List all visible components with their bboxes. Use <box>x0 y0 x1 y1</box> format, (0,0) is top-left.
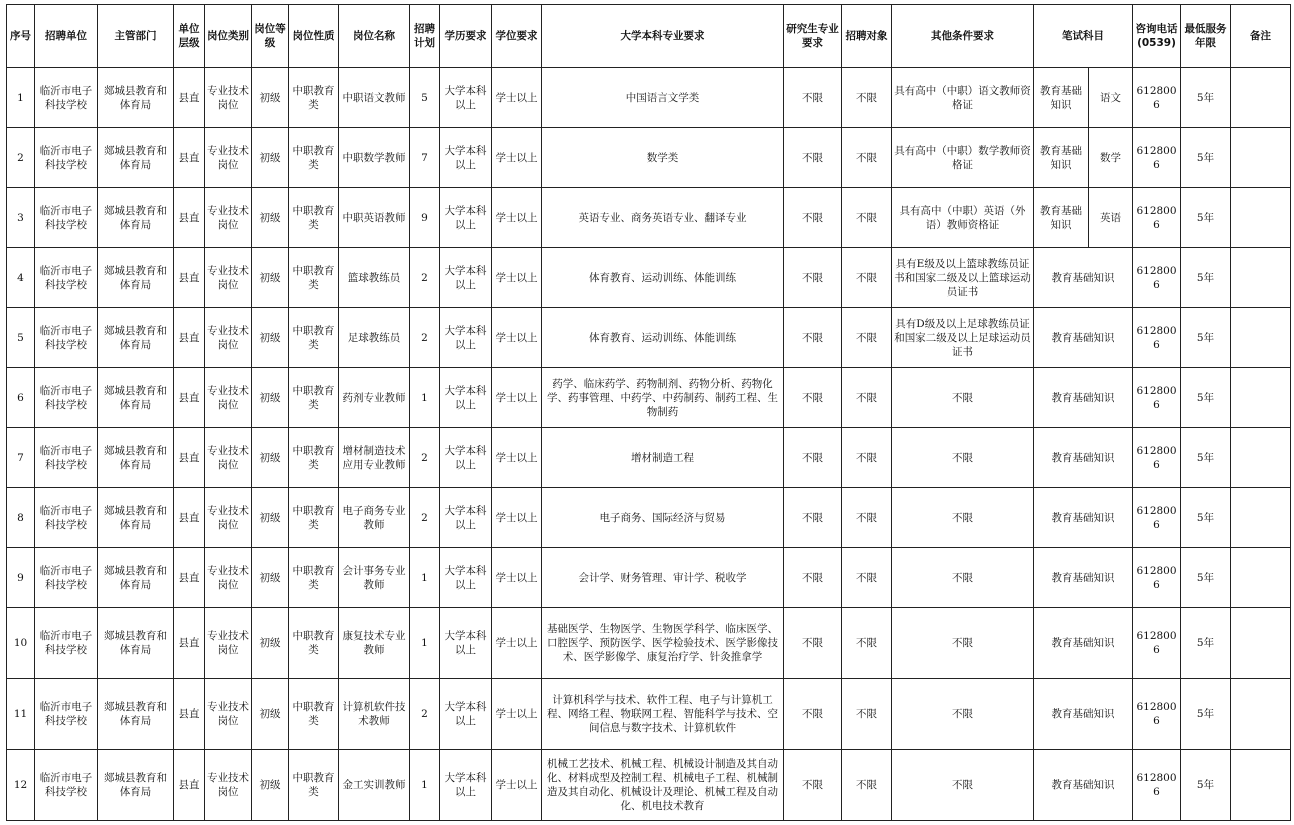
cell-grade: 初级 <box>252 488 289 548</box>
cell-education: 大学本科以上 <box>440 548 492 608</box>
cell-post-name: 计算机软件技术教师 <box>339 679 410 750</box>
cell-dept: 郯城县教育和体育局 <box>98 368 174 428</box>
cell-degree: 学士以上 <box>492 488 542 548</box>
cell-remarks <box>1231 608 1291 679</box>
cell-target: 不限 <box>842 368 892 428</box>
cell-unit: 临沂市电子科技学校 <box>35 750 98 821</box>
cell-category: 专业技术岗位 <box>205 679 252 750</box>
cell-seq: 9 <box>7 548 35 608</box>
cell-dept: 郯城县教育和体育局 <box>98 308 174 368</box>
cell-degree: 学士以上 <box>492 368 542 428</box>
cell-category: 专业技术岗位 <box>205 548 252 608</box>
cell-exam: 教育基础知识 <box>1034 750 1133 821</box>
cell-degree: 学士以上 <box>492 128 542 188</box>
cell-degree: 学士以上 <box>492 428 542 488</box>
cell-nature: 中职教育类 <box>289 679 339 750</box>
cell-target: 不限 <box>842 750 892 821</box>
cell-dept: 郯城县教育和体育局 <box>98 548 174 608</box>
cell-grade: 初级 <box>252 428 289 488</box>
cell-other: 不限 <box>892 679 1034 750</box>
cell-grad-major: 不限 <box>784 128 842 188</box>
cell-grad-major: 不限 <box>784 548 842 608</box>
cell-plan: 1 <box>410 750 440 821</box>
cell-phone: 6128006 <box>1133 128 1181 188</box>
cell-category: 专业技术岗位 <box>205 308 252 368</box>
cell-min-years: 5年 <box>1181 548 1231 608</box>
cell-phone: 6128006 <box>1133 188 1181 248</box>
cell-phone: 6128006 <box>1133 488 1181 548</box>
header-row <box>7 5 1291 68</box>
cell-other: 具有D级及以上足球教练员证和国家二级及以上足球运动员证书 <box>892 308 1034 368</box>
cell-plan: 2 <box>410 428 440 488</box>
cell-education: 大学本科以上 <box>440 308 492 368</box>
cell-post-name: 电子商务专业教师 <box>339 488 410 548</box>
table-row <box>7 608 1291 679</box>
table-row <box>7 248 1291 308</box>
cell-other: 不限 <box>892 548 1034 608</box>
cell-dept: 郯城县教育和体育局 <box>98 750 174 821</box>
cell-level: 县直 <box>174 248 205 308</box>
header-unit: 招聘单位 <box>35 5 98 68</box>
cell-unit: 临沂市电子科技学校 <box>35 679 98 750</box>
cell-undergrad-major: 体育教育、运动训练、体能训练 <box>542 248 784 308</box>
cell-target: 不限 <box>842 548 892 608</box>
cell-other: 不限 <box>892 368 1034 428</box>
cell-min-years: 5年 <box>1181 428 1231 488</box>
header-post-name: 岗位名称 <box>339 5 410 68</box>
cell-degree: 学士以上 <box>492 750 542 821</box>
cell-phone: 6128006 <box>1133 750 1181 821</box>
cell-exam: 教育基础知识 <box>1034 248 1133 308</box>
cell-grad-major: 不限 <box>784 248 842 308</box>
table-row <box>7 188 1291 248</box>
cell-min-years: 5年 <box>1181 608 1231 679</box>
cell-degree: 学士以上 <box>492 608 542 679</box>
cell-category: 专业技术岗位 <box>205 488 252 548</box>
cell-plan: 2 <box>410 488 440 548</box>
cell-undergrad-major: 英语专业、商务英语专业、翻译专业 <box>542 188 784 248</box>
cell-nature: 中职教育类 <box>289 750 339 821</box>
cell-degree: 学士以上 <box>492 68 542 128</box>
cell-level: 县直 <box>174 188 205 248</box>
cell-remarks <box>1231 308 1291 368</box>
cell-target: 不限 <box>842 308 892 368</box>
cell-seq: 5 <box>7 308 35 368</box>
cell-education: 大学本科以上 <box>440 608 492 679</box>
cell-category: 专业技术岗位 <box>205 68 252 128</box>
cell-undergrad-major: 药学、临床药学、药物制剂、药物分析、药物化学、药事管理、中药学、中药制药、制药工程、生物制药 <box>542 368 784 428</box>
header-post-category: 岗位类别 <box>205 5 252 68</box>
cell-degree: 学士以上 <box>492 679 542 750</box>
cell-dept: 郯城县教育和体育局 <box>98 608 174 679</box>
cell-nature: 中职教育类 <box>289 548 339 608</box>
cell-post-name: 中职数学教师 <box>339 128 410 188</box>
cell-level: 县直 <box>174 68 205 128</box>
cell-grad-major: 不限 <box>784 750 842 821</box>
cell-education: 大学本科以上 <box>440 128 492 188</box>
cell-education: 大学本科以上 <box>440 368 492 428</box>
cell-min-years: 5年 <box>1181 679 1231 750</box>
cell-min-years: 5年 <box>1181 68 1231 128</box>
cell-nature: 中职教育类 <box>289 488 339 548</box>
cell-plan: 5 <box>410 68 440 128</box>
cell-dept: 郯城县教育和体育局 <box>98 248 174 308</box>
cell-min-years: 5年 <box>1181 308 1231 368</box>
cell-target: 不限 <box>842 188 892 248</box>
cell-phone: 6128006 <box>1133 428 1181 488</box>
cell-target: 不限 <box>842 68 892 128</box>
recruitment-table <box>6 4 1291 821</box>
cell-category: 专业技术岗位 <box>205 188 252 248</box>
cell-seq: 2 <box>7 128 35 188</box>
cell-level: 县直 <box>174 548 205 608</box>
cell-post-name: 中职英语教师 <box>339 188 410 248</box>
cell-exam-base: 教育基础知识 <box>1034 188 1089 248</box>
cell-phone: 6128006 <box>1133 248 1181 308</box>
cell-dept: 郯城县教育和体育局 <box>98 428 174 488</box>
cell-degree: 学士以上 <box>492 308 542 368</box>
cell-level: 县直 <box>174 308 205 368</box>
cell-remarks <box>1231 368 1291 428</box>
cell-phone: 6128006 <box>1133 368 1181 428</box>
cell-other: 不限 <box>892 488 1034 548</box>
cell-remarks <box>1231 488 1291 548</box>
cell-level: 县直 <box>174 750 205 821</box>
cell-undergrad-major: 数学类 <box>542 128 784 188</box>
cell-other: 具有高中（中职）英语（外语）教师资格证 <box>892 188 1034 248</box>
cell-plan: 9 <box>410 188 440 248</box>
table-row <box>7 428 1291 488</box>
cell-category: 专业技术岗位 <box>205 750 252 821</box>
cell-seq: 11 <box>7 679 35 750</box>
cell-exam: 教育基础知识 <box>1034 679 1133 750</box>
cell-phone: 6128006 <box>1133 679 1181 750</box>
table-row <box>7 368 1291 428</box>
cell-category: 专业技术岗位 <box>205 128 252 188</box>
cell-undergrad-major: 体育教育、运动训练、体能训练 <box>542 308 784 368</box>
cell-grade: 初级 <box>252 308 289 368</box>
cell-dept: 郯城县教育和体育局 <box>98 68 174 128</box>
cell-remarks <box>1231 68 1291 128</box>
cell-education: 大学本科以上 <box>440 750 492 821</box>
header-degree: 学位要求 <box>492 5 542 68</box>
cell-education: 大学本科以上 <box>440 488 492 548</box>
cell-post-name: 康复技术专业教师 <box>339 608 410 679</box>
cell-other: 具有E级及以上篮球教练员证书和国家二级及以上篮球运动员证书 <box>892 248 1034 308</box>
header-exam: 笔试科目 <box>1034 5 1133 68</box>
cell-exam-base: 教育基础知识 <box>1034 128 1089 188</box>
cell-grad-major: 不限 <box>784 368 842 428</box>
cell-seq: 10 <box>7 608 35 679</box>
cell-level: 县直 <box>174 488 205 548</box>
cell-dept: 郯城县教育和体育局 <box>98 679 174 750</box>
cell-min-years: 5年 <box>1181 128 1231 188</box>
header-target: 招聘对象 <box>842 5 892 68</box>
cell-phone: 6128006 <box>1133 308 1181 368</box>
table-row <box>7 750 1291 821</box>
cell-exam: 教育基础知识 <box>1034 488 1133 548</box>
header-undergrad-major: 大学本科专业要求 <box>542 5 784 68</box>
cell-target: 不限 <box>842 679 892 750</box>
cell-exam: 教育基础知识 <box>1034 368 1133 428</box>
cell-unit: 临沂市电子科技学校 <box>35 188 98 248</box>
cell-category: 专业技术岗位 <box>205 368 252 428</box>
cell-degree: 学士以上 <box>492 548 542 608</box>
cell-plan: 2 <box>410 308 440 368</box>
cell-post-name: 金工实训教师 <box>339 750 410 821</box>
cell-level: 县直 <box>174 428 205 488</box>
cell-remarks <box>1231 428 1291 488</box>
cell-dept: 郯城县教育和体育局 <box>98 488 174 548</box>
cell-seq: 3 <box>7 188 35 248</box>
cell-dept: 郯城县教育和体育局 <box>98 128 174 188</box>
cell-undergrad-major: 机械工艺技术、机械工程、机械设计制造及其自动化、材料成型及控制工程、机械电子工程、机械制造及其自动化、机械设计及理论、机械工程及自动化、机电技术教育 <box>542 750 784 821</box>
cell-post-name: 足球教练员 <box>339 308 410 368</box>
cell-plan: 1 <box>410 608 440 679</box>
header-post-nature: 岗位性质 <box>289 5 339 68</box>
cell-phone: 6128006 <box>1133 608 1181 679</box>
cell-min-years: 5年 <box>1181 188 1231 248</box>
header-phone: 咨询电话(0539) <box>1133 5 1181 68</box>
header-seq: 序号 <box>7 5 35 68</box>
cell-unit: 临沂市电子科技学校 <box>35 548 98 608</box>
cell-education: 大学本科以上 <box>440 188 492 248</box>
cell-education: 大学本科以上 <box>440 428 492 488</box>
cell-degree: 学士以上 <box>492 248 542 308</box>
cell-undergrad-major: 电子商务、国际经济与贸易 <box>542 488 784 548</box>
cell-grad-major: 不限 <box>784 679 842 750</box>
cell-category: 专业技术岗位 <box>205 608 252 679</box>
cell-seq: 4 <box>7 248 35 308</box>
cell-category: 专业技术岗位 <box>205 428 252 488</box>
cell-nature: 中职教育类 <box>289 428 339 488</box>
cell-unit: 临沂市电子科技学校 <box>35 308 98 368</box>
cell-unit: 临沂市电子科技学校 <box>35 248 98 308</box>
cell-phone: 6128006 <box>1133 548 1181 608</box>
cell-post-name: 中职语文教师 <box>339 68 410 128</box>
header-plan: 招聘计划 <box>410 5 440 68</box>
header-min-years: 最低服务年限 <box>1181 5 1231 68</box>
cell-grad-major: 不限 <box>784 428 842 488</box>
cell-other: 不限 <box>892 428 1034 488</box>
cell-grad-major: 不限 <box>784 68 842 128</box>
cell-min-years: 5年 <box>1181 750 1231 821</box>
cell-undergrad-major: 计算机科学与技术、软件工程、电子与计算机工程、网络工程、物联网工程、智能科学与技术、空间信息与数字技术、计算机软件 <box>542 679 784 750</box>
cell-remarks <box>1231 248 1291 308</box>
cell-exam: 教育基础知识 <box>1034 308 1133 368</box>
cell-exam-subject: 数学 <box>1089 128 1133 188</box>
cell-education: 大学本科以上 <box>440 248 492 308</box>
cell-post-name: 篮球教练员 <box>339 248 410 308</box>
cell-min-years: 5年 <box>1181 488 1231 548</box>
cell-plan: 1 <box>410 368 440 428</box>
cell-level: 县直 <box>174 679 205 750</box>
cell-nature: 中职教育类 <box>289 368 339 428</box>
cell-grad-major: 不限 <box>784 488 842 548</box>
cell-post-name: 增材制造技术应用专业教师 <box>339 428 410 488</box>
cell-grade: 初级 <box>252 188 289 248</box>
header-remarks: 备注 <box>1231 5 1291 68</box>
cell-target: 不限 <box>842 248 892 308</box>
cell-grade: 初级 <box>252 248 289 308</box>
cell-grade: 初级 <box>252 68 289 128</box>
cell-plan: 1 <box>410 548 440 608</box>
cell-dept: 郯城县教育和体育局 <box>98 188 174 248</box>
cell-other: 具有高中（中职）语文教师资格证 <box>892 68 1034 128</box>
table-row <box>7 488 1291 548</box>
table-row <box>7 128 1291 188</box>
table-row <box>7 68 1291 128</box>
cell-grade: 初级 <box>252 608 289 679</box>
cell-level: 县直 <box>174 368 205 428</box>
cell-seq: 6 <box>7 368 35 428</box>
cell-nature: 中职教育类 <box>289 608 339 679</box>
cell-unit: 临沂市电子科技学校 <box>35 428 98 488</box>
cell-grad-major: 不限 <box>784 308 842 368</box>
cell-category: 专业技术岗位 <box>205 248 252 308</box>
cell-plan: 2 <box>410 679 440 750</box>
cell-level: 县直 <box>174 128 205 188</box>
cell-exam: 教育基础知识 <box>1034 428 1133 488</box>
cell-grade: 初级 <box>252 368 289 428</box>
cell-education: 大学本科以上 <box>440 679 492 750</box>
cell-exam: 教育基础知识 <box>1034 548 1133 608</box>
cell-grade: 初级 <box>252 679 289 750</box>
cell-unit: 临沂市电子科技学校 <box>35 68 98 128</box>
header-grad-major: 研究生专业要求 <box>784 5 842 68</box>
cell-undergrad-major: 基础医学、生物医学、生物医学科学、临床医学、口腔医学、预防医学、医学检验技术、医学影像技术、医学影像学、康复治疗学、针灸推拿学 <box>542 608 784 679</box>
header-other: 其他条件要求 <box>892 5 1034 68</box>
cell-target: 不限 <box>842 608 892 679</box>
cell-exam-base: 教育基础知识 <box>1034 68 1089 128</box>
cell-exam-subject: 语文 <box>1089 68 1133 128</box>
header-post-grade: 岗位等级 <box>252 5 289 68</box>
cell-degree: 学士以上 <box>492 188 542 248</box>
cell-target: 不限 <box>842 488 892 548</box>
cell-nature: 中职教育类 <box>289 248 339 308</box>
cell-exam-subject: 英语 <box>1089 188 1133 248</box>
cell-seq: 7 <box>7 428 35 488</box>
cell-level: 县直 <box>174 608 205 679</box>
cell-remarks <box>1231 750 1291 821</box>
cell-unit: 临沂市电子科技学校 <box>35 608 98 679</box>
cell-post-name: 药剂专业教师 <box>339 368 410 428</box>
cell-grade: 初级 <box>252 750 289 821</box>
cell-target: 不限 <box>842 428 892 488</box>
cell-min-years: 5年 <box>1181 248 1231 308</box>
cell-other: 具有高中（中职）数学教师资格证 <box>892 128 1034 188</box>
cell-remarks <box>1231 548 1291 608</box>
cell-other: 不限 <box>892 608 1034 679</box>
cell-grad-major: 不限 <box>784 608 842 679</box>
cell-grade: 初级 <box>252 128 289 188</box>
cell-other: 不限 <box>892 750 1034 821</box>
cell-nature: 中职教育类 <box>289 68 339 128</box>
table-body <box>7 68 1291 821</box>
cell-undergrad-major: 中国语言文学类 <box>542 68 784 128</box>
cell-unit: 临沂市电子科技学校 <box>35 128 98 188</box>
cell-nature: 中职教育类 <box>289 128 339 188</box>
cell-grade: 初级 <box>252 548 289 608</box>
table-row <box>7 548 1291 608</box>
cell-undergrad-major: 会计学、财务管理、审计学、税收学 <box>542 548 784 608</box>
cell-nature: 中职教育类 <box>289 188 339 248</box>
cell-seq: 1 <box>7 68 35 128</box>
cell-plan: 7 <box>410 128 440 188</box>
cell-target: 不限 <box>842 128 892 188</box>
cell-exam: 教育基础知识 <box>1034 608 1133 679</box>
cell-phone: 6128006 <box>1133 68 1181 128</box>
cell-min-years: 5年 <box>1181 368 1231 428</box>
header-education: 学历要求 <box>440 5 492 68</box>
header-dept: 主管部门 <box>98 5 174 68</box>
table-row <box>7 308 1291 368</box>
cell-seq: 12 <box>7 750 35 821</box>
cell-unit: 临沂市电子科技学校 <box>35 488 98 548</box>
cell-grad-major: 不限 <box>784 188 842 248</box>
cell-undergrad-major: 增材制造工程 <box>542 428 784 488</box>
cell-unit: 临沂市电子科技学校 <box>35 368 98 428</box>
header-unit-level: 单位层级 <box>174 5 205 68</box>
cell-plan: 2 <box>410 248 440 308</box>
cell-remarks <box>1231 128 1291 188</box>
table-row <box>7 679 1291 750</box>
cell-education: 大学本科以上 <box>440 68 492 128</box>
cell-remarks <box>1231 188 1291 248</box>
cell-remarks <box>1231 679 1291 750</box>
cell-seq: 8 <box>7 488 35 548</box>
cell-nature: 中职教育类 <box>289 308 339 368</box>
cell-post-name: 会计事务专业教师 <box>339 548 410 608</box>
